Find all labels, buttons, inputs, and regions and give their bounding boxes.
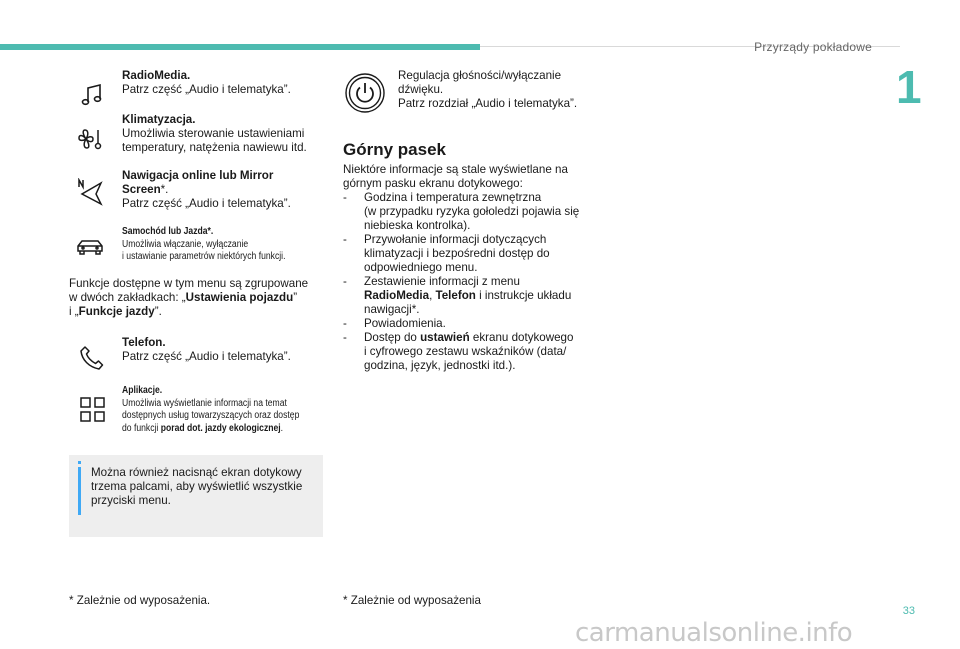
phone-icon <box>77 343 107 373</box>
watermark: carmanualsonline.info <box>575 618 853 648</box>
bullet-line: i cyfrowego zestawu wskaźników (data/ <box>364 345 567 358</box>
aplikacje-line2: dostępnych usług towarzyszących oraz dostęp <box>122 410 300 421</box>
top-bar-list <box>343 191 603 373</box>
bullet-line: nawigacji*. <box>364 303 420 316</box>
page-number: 33 <box>902 605 915 617</box>
power-item <box>398 69 577 111</box>
functions-paragraph <box>69 277 308 319</box>
bullet-line: (w przypadku ryzyka gołoledzi pojawia się <box>364 205 580 218</box>
bullet-line: - Przywołanie informacji dotyczących <box>364 233 547 246</box>
aplikacje-line3-pre: do funkcji <box>122 422 161 434</box>
list-item <box>343 317 603 331</box>
info-note <box>69 455 323 537</box>
telefon-title: Telefon. <box>122 336 166 349</box>
bullet-line: odpowiedniego menu. <box>364 261 478 274</box>
header-accent-bar <box>0 44 480 50</box>
list-item <box>343 233 603 275</box>
list-item <box>343 191 603 233</box>
top-bar-description <box>343 163 603 373</box>
navigation-title2: Screen <box>122 183 161 196</box>
footnote-left: * Zależnie od wyposażenia. <box>69 594 211 607</box>
list-item <box>343 331 603 373</box>
footnote-right: * Zależnie od wyposażenia <box>343 594 481 607</box>
power-line3: Patrz rozdział „Audio i telematyka”. <box>398 97 578 110</box>
bullet-line: klimatyzacji i bezpośredni dostęp do <box>364 247 550 260</box>
bullet-line: godzina, język, jednostki itd.). <box>364 359 516 372</box>
bullet-bold: RadioMedia <box>364 289 430 302</box>
bullet-text: i instrukcje układu <box>475 289 572 302</box>
bullet-line: - Godzina i temperatura zewnętrzna <box>364 191 542 204</box>
info-icon-bar <box>78 467 81 515</box>
functions-line1: Funkcje dostępne w tym menu są zgrupowane <box>69 277 309 290</box>
aplikacje-item <box>122 385 328 435</box>
info-icon-dot <box>78 461 81 464</box>
functions-tab2: Funkcje jazdy <box>78 305 155 318</box>
navigation-body: Patrz część „Audio i telematyka”. <box>122 197 291 210</box>
bullet-line: - Powiadomienia. <box>364 317 446 330</box>
section-title: Przyrządy pokładowe <box>754 40 872 54</box>
functions-tab1: Ustawienia pojazdu <box>185 291 294 304</box>
functions-line3-pre: i „ <box>69 305 79 318</box>
note-line1: Można również nacisnąć ekran dotykowy <box>91 466 302 479</box>
list-item <box>343 275 603 317</box>
power-button-icon <box>344 72 386 114</box>
intro-line1: Niektóre informacje są stale wyświetlane na <box>343 163 568 176</box>
info-note-text <box>91 466 319 508</box>
aplikacje-line1: Umożliwia wyświetlanie informacji na temat <box>122 397 287 409</box>
climate-body-line1: Umożliwia sterowanie ustawieniami <box>122 127 305 140</box>
navigation-asterisk: *. <box>160 183 169 196</box>
bullet-text: ekranu dotykowego <box>469 331 574 344</box>
telefon-body: Patrz część „Audio i telematyka”. <box>122 350 291 363</box>
bullet-sep: , <box>429 289 436 302</box>
vehicle-body-line1: Umożliwia włączanie, wyłączanie <box>122 238 249 250</box>
bullet-line: - Zestawienie informacji z menu <box>364 275 520 288</box>
vehicle-body-line2: i ustawianie parametrów niektórych funkcji. <box>122 251 286 262</box>
car-icon <box>75 232 105 262</box>
climate-body-line2: temperatury, natężenia nawiewu itd. <box>122 141 307 154</box>
chapter-number: 1 <box>896 61 922 113</box>
telefon-item <box>122 336 291 364</box>
radiomedia-body: Patrz część „Audio i telematyka”. <box>122 83 291 96</box>
section-heading: Górny pasek <box>343 140 446 159</box>
climate-item <box>122 113 307 155</box>
navigation-item <box>122 169 291 211</box>
vehicle-title: Samochód lub Jazda*. <box>122 226 214 237</box>
climate-title: Klimatyzacja. <box>122 113 196 126</box>
aplikacje-line3-post: . <box>280 422 284 434</box>
functions-line3-post: ”. <box>154 305 162 318</box>
music-note-icon <box>77 80 107 110</box>
vehicle-item <box>122 226 312 264</box>
functions-line2-post: ” <box>293 291 298 304</box>
power-line1: Regulacja głośności/wyłączanie <box>398 69 562 82</box>
aplikacje-eco-link: porad dot. jazdy ekologicznej <box>160 422 281 434</box>
radiomedia-item <box>122 69 291 97</box>
bullet-bold: Telefon <box>435 289 476 302</box>
bullet-bold: ustawień <box>420 331 470 344</box>
note-line3: przyciski menu. <box>91 494 171 507</box>
bullet-line: niebieska kontrolka). <box>364 219 471 232</box>
navigation-title: Nawigacja online lub Mirror <box>122 169 274 182</box>
radiomedia-title: RadioMedia. <box>122 69 191 82</box>
intro-line2: górnym pasku ekranu dotykowego: <box>343 177 523 190</box>
navigation-arrow-icon <box>75 178 105 208</box>
note-line2: trzema palcami, aby wyświetlić wszystkie <box>91 480 303 493</box>
bullet-text: Dostęp do <box>364 331 421 344</box>
functions-line2-pre: w dwóch zakładkach: „ <box>69 291 186 304</box>
aplikacje-title: Aplikacje. <box>122 385 163 396</box>
apps-grid-icon <box>78 395 108 425</box>
climate-fan-thermometer-icon <box>75 124 105 154</box>
power-line2: dźwięku. <box>398 83 444 96</box>
